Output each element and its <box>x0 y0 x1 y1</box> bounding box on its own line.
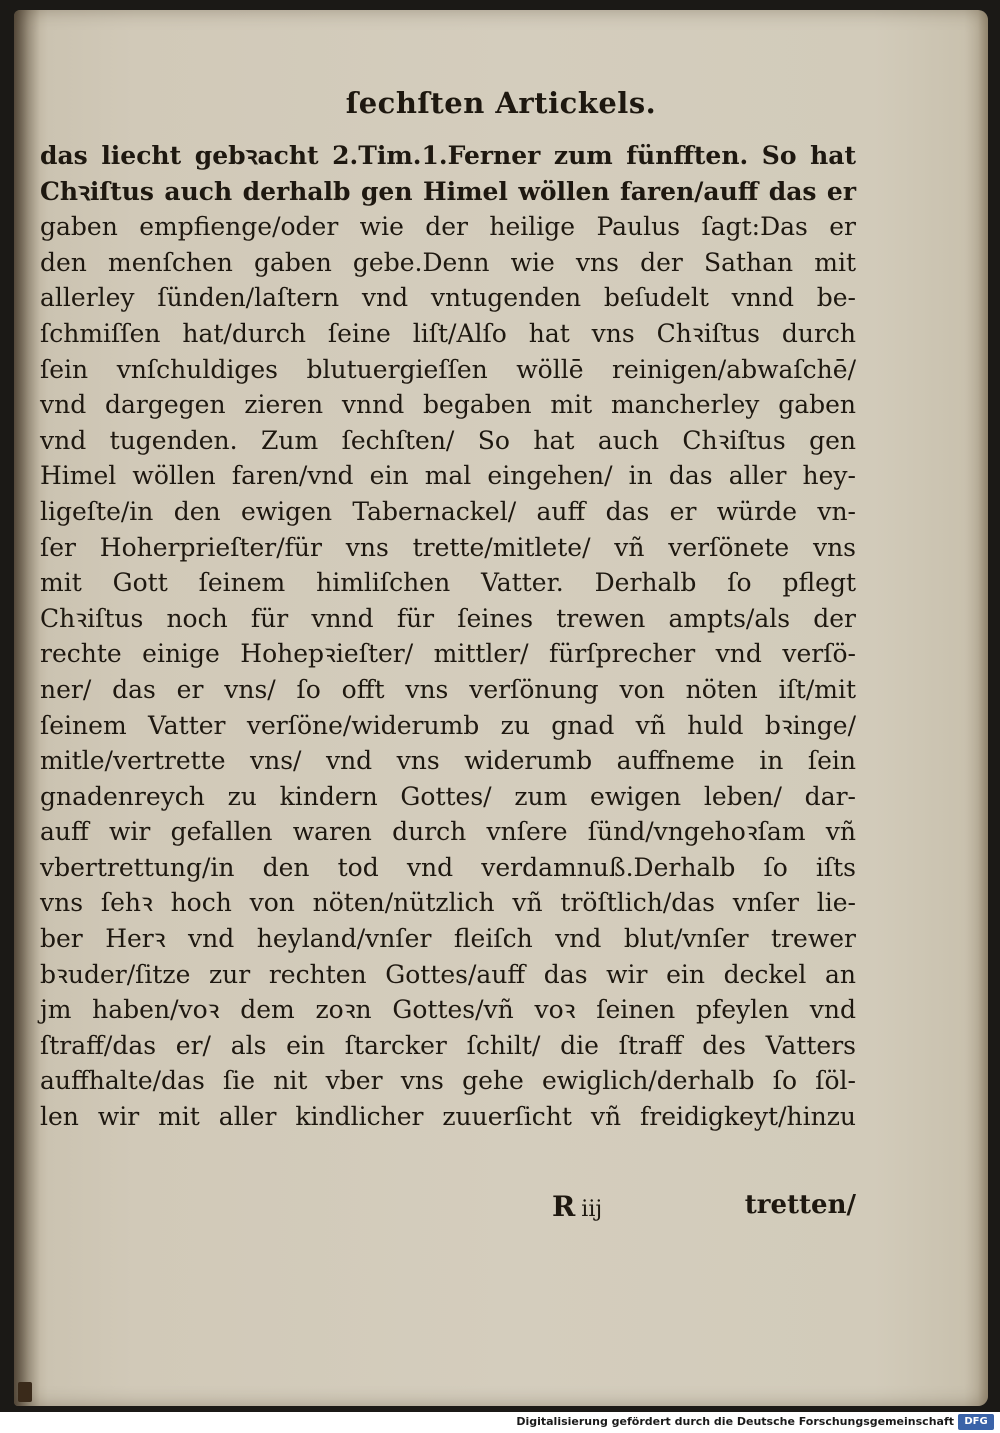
signature-number: iij <box>581 1197 603 1222</box>
text-line: ſeinem Vatter verſöne/widerumb zu gnad vñ huld bꝛinge/ <box>40 710 856 740</box>
text-line: Chꝛiſtus auch derhalb gen Himel wöllen faren/auff das er <box>40 176 856 206</box>
text-line: len wir mit aller kindlicher zuuerſicht vñ freidigkeyt/hinzu <box>40 1102 856 1132</box>
text-line: bꝛuder/ſitze zur rechten Gottes/auff das wir ein deckel an <box>40 959 856 989</box>
signature-mark <box>552 1190 602 1223</box>
text-line: rechte einige Hohepꝛieſter/ mittler/ fürſprecher vnd verſö- <box>40 639 856 669</box>
text-line: ner/ das er vns/ ſo offt vns verſönung von nöten iſt/mit <box>40 674 856 704</box>
text-line: vnd tugenden. Zum ſechſten/ So hat auch Chꝛiſtus gen <box>40 425 856 455</box>
book-page <box>14 10 988 1406</box>
running-head: ſechſten Artickels. <box>345 86 657 120</box>
text-line: ligeſte/in den ewigen Tabernackel/ auff das er würde vn- <box>40 496 856 526</box>
text-line: mitle/vertrette vns/ vnd vns widerumb auffneme in ſein <box>40 746 856 776</box>
page-foot-line <box>40 1190 856 1226</box>
text-line: den menſchen gaben gebe.Denn wie vns der Sathan mit <box>40 247 856 277</box>
text-line: das liecht gebꝛacht 2.Tim.1.Ferner zum fünfften. So hat <box>40 141 856 170</box>
text-line: ſtraff/das er/ als ein ſtarcker ſchilt/ die ſtraff des Vatters <box>40 1030 856 1060</box>
catchword: tretten/ <box>744 1190 856 1220</box>
text-line: Himel wöllen faren/vnd ein mal eingehen/ in das aller hey- <box>40 461 856 491</box>
text-line: ber Herꝛ vnd heyland/vnſer fleiſch vnd blut/vnſer trewer <box>40 924 856 954</box>
footer-bar <box>0 1412 1000 1433</box>
text-line: ſein vnſchuldiges blutuergieſſen wöllē reinigen/abwaſchē/ <box>40 354 856 384</box>
text-line: allerley ſünden/laſtern vnd vntugenden beſudelt vnnd be- <box>40 283 856 313</box>
text-line: gaben empfienge/oder wie der heilige Paulus ſagt:Das er <box>40 212 856 242</box>
text-line: vbertrettung/in den tod vnd verdamnuß.Derhalb ſo iſts <box>40 852 856 882</box>
body-text <box>40 138 856 1135</box>
text-line: auff wir gefallen waren durch vnſere ſünd/vngehoꝛſam vñ <box>40 817 856 847</box>
text-line: gnadenreych zu kindern Gottes/ zum ewigen leben/ dar- <box>40 781 856 811</box>
text-line: mit Gott ſeinem himliſchen Vatter. Derhalb ſo pflegt <box>40 568 856 598</box>
signature-letter: R <box>552 1190 576 1223</box>
text-line: auffhalte/das ſie nit vber vns gehe ewiglich/derhalb ſo ſöl- <box>40 1066 856 1096</box>
dfg-logo[interactable]: DFG <box>958 1414 994 1430</box>
text-line: jm haben/voꝛ dem zoꝛn Gottes/vñ voꝛ ſeinen pfeylen vnd <box>40 995 856 1025</box>
text-line: ſchmiſſen hat/durch ſeine liſt/Alſo hat vns Chꝛiſtus durch <box>40 318 856 348</box>
page-edge <box>978 10 988 1406</box>
text-line: vns ſehꝛ hoch von nöten/nützlich vñ tröſtlich/das vnſer lie- <box>40 888 856 918</box>
binding-shadow <box>14 10 40 1406</box>
funding-credit: Digitalisierung gefördert durch die Deutsche Forschungsgemeinschaft <box>516 1415 954 1428</box>
text-line: ſer Hoherprieſter/für vns trette/mitlete/ vñ verſönete vns <box>40 532 856 562</box>
text-line: Chꝛiſtus noch für vnnd für ſeines trewen ampts/als der <box>40 603 856 633</box>
binding-thread-mark <box>18 1382 32 1402</box>
text-line: vnd dargegen zieren vnnd begaben mit mancherley gaben <box>40 390 856 420</box>
